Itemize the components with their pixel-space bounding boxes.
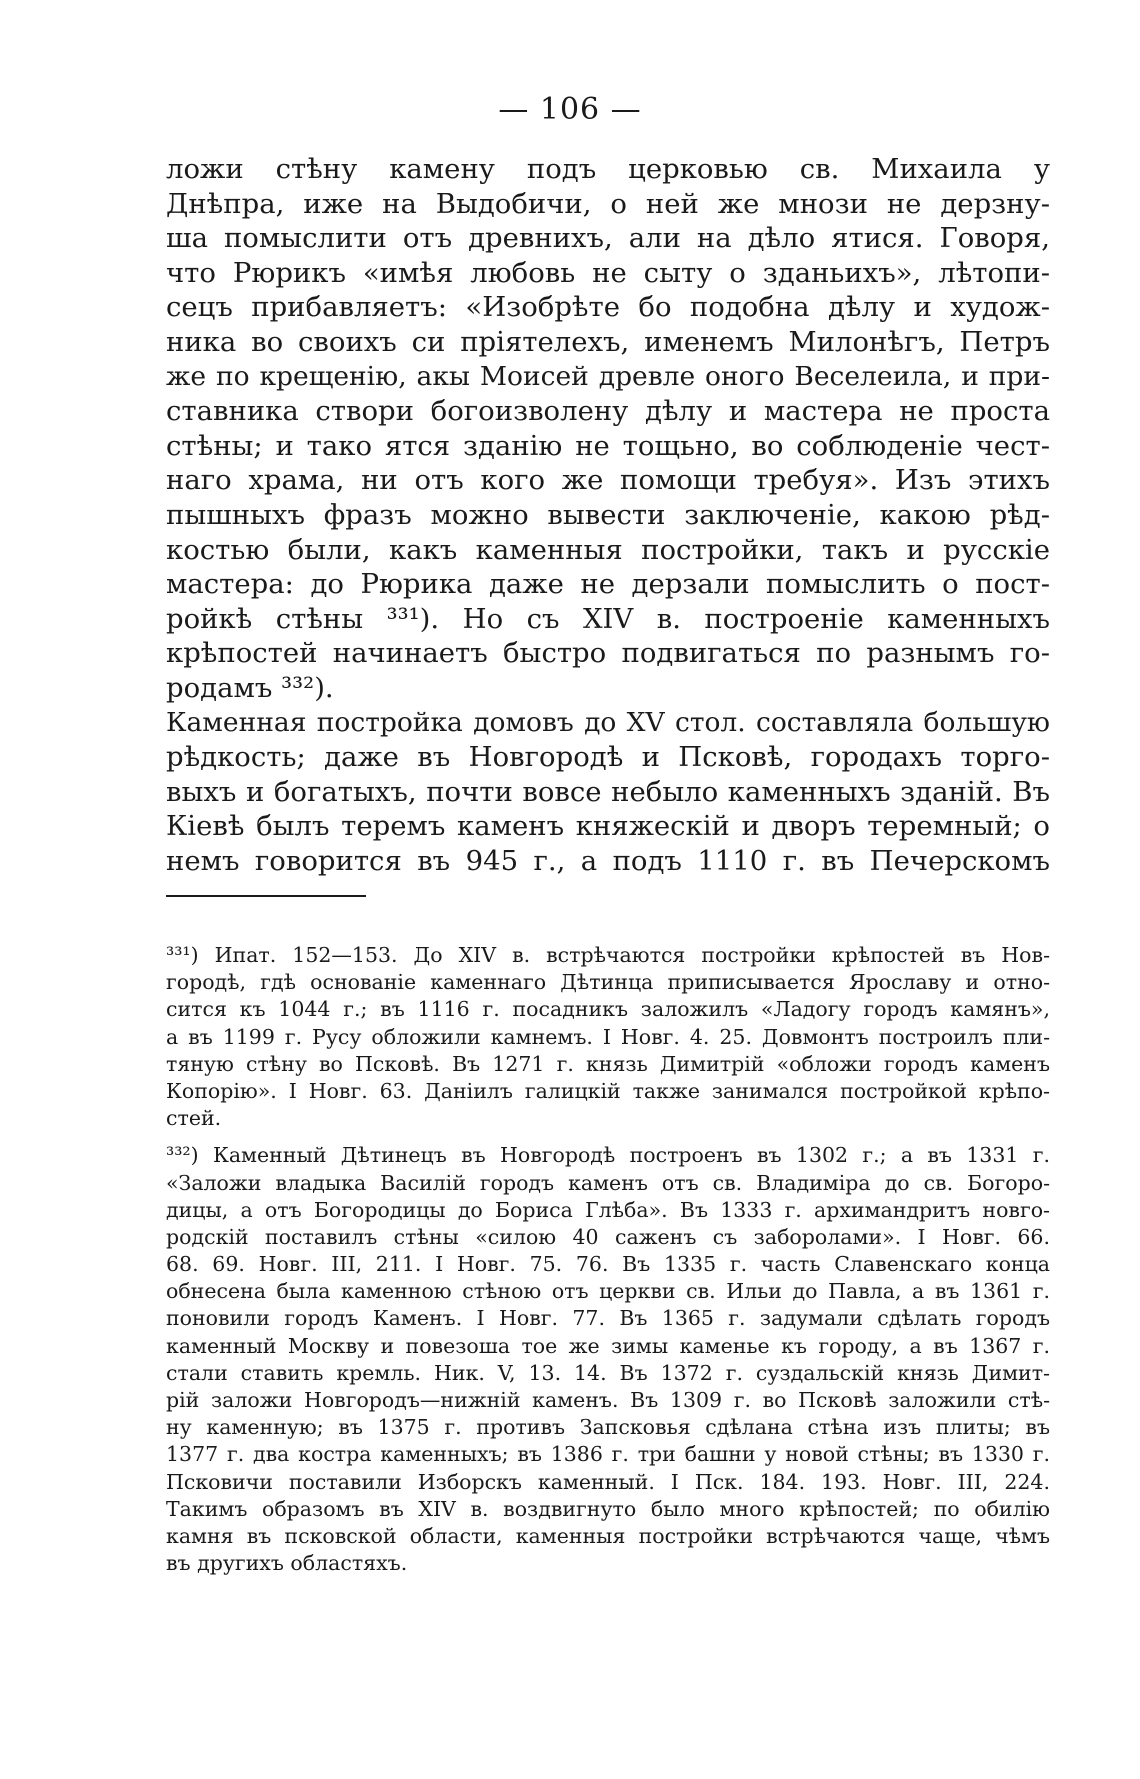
footnote-line: родскій поставилъ стѣны «силою 40 саженъ съ заборолами». I Новг. 66. — [166, 1224, 1050, 1249]
text-line: родамъ ³³²). — [166, 671, 334, 704]
text-line: рѣдкость; даже въ Новгородѣ и Псковѣ, городахъ торго- — [166, 741, 1050, 774]
footnote-line: камня въ псковской области, каменныя постройки встрѣчаются чаще, чѣмъ — [166, 1523, 1050, 1548]
footnote-line: а въ 1199 г. Русу обложили камнемъ. I Новг. 4. 25. Довмонтъ построилъ пли- — [166, 1024, 1050, 1049]
text-line: пышныхъ фразъ можно вывести заключеніе, какою рѣд- — [166, 498, 1050, 531]
footnote-line: стей. — [166, 1106, 222, 1131]
footnote-line: ну каменную; въ 1375 г. противъ Запсковья сдѣлана стѣна изъ плиты; въ — [166, 1415, 1050, 1440]
text-line: что Рюрикъ «имѣя любовь не сыту о зданьихъ», лѣтопи- — [166, 256, 1050, 289]
footnote-line: тяную стѣну во Псковѣ. Въ 1271 г. князь Димитрій «обложи городъ каменъ — [166, 1051, 1050, 1076]
text-line: стѣны; и тако ятся зданію не тощьно, во соблюденіе чест- — [166, 429, 1050, 462]
footnote-line: Псковичи поставили Изборскъ каменный. I Пск. 184. 193. Новг. III, 224. — [166, 1469, 1050, 1494]
text-line: Кіевѣ былъ теремъ каменъ княжескій и дворъ теремный; о — [166, 810, 1050, 843]
footnote-line: Такимъ образомъ въ XIV в. воздвигнуто было много крѣпостей; по обилію — [166, 1496, 1050, 1521]
text-line: немъ говорится въ 945 г., а подъ 1110 г. въ Печерскомъ — [166, 844, 1050, 877]
text-line: ройкѣ стѣны ³³¹). Но съ XIV в. построеніе каменныхъ — [166, 602, 1050, 635]
footnote-332 — [166, 1142, 1050, 1577]
text-line: же по крещенію, акы Моисей древле оного Веселеила, и при- — [166, 360, 1050, 392]
footnote-331 — [166, 942, 1050, 1132]
text-line: костью были, какъ каменныя постройки, такъ и русскіе — [166, 533, 1050, 566]
text-line: ставника створи богоизволену дѣлу и мастера не проста — [166, 395, 1050, 428]
text-line: наго храма, ни отъ кого же помощи требуя». Изъ этихъ — [166, 464, 1050, 497]
footnote-line: Копорію». I Новг. 63. Даніилъ галицкій также занимался постройкой крѣпо- — [166, 1078, 1050, 1103]
text-line: ника во своихъ си пріятелехъ, именемъ Милонѣгъ, Петръ — [166, 325, 1050, 358]
text-line: крѣпостей начинаетъ быстро подвигаться по разнымъ го- — [166, 637, 1050, 670]
footnote-line: каменный Москву и повезоша тое же зимы каменье къ городу, а въ 1367 г. — [166, 1333, 1050, 1358]
footnote-divider — [166, 895, 366, 897]
footnote-line: городѣ, гдѣ основаніе каменнаго Дѣтинца приписывается Ярославу и отно- — [166, 970, 1050, 995]
footnote-line: ³³¹) Ипат. 152—153. До XIV в. встрѣчаются постройки крѣпостей въ Нов- — [166, 943, 1050, 967]
text-line: сецъ прибавляетъ: «Изобрѣте бо подобна дѣлу и худож- — [166, 291, 1050, 324]
text-line: Днѣпра, иже на Выдобичи, о ней же мнози не дерзну- — [166, 187, 1050, 220]
text-line: ша помыслити отъ древнихъ, али на дѣло ятися. Говоря, — [166, 222, 1050, 255]
footnote-line: рій заложи Новгородъ—нижній каменъ. Въ 1309 г. во Псковѣ заложили стѣ- — [166, 1388, 1050, 1412]
footnotes — [166, 942, 1050, 1587]
main-text — [166, 152, 1050, 878]
footnote-line: сится къ 1044 г.; въ 1116 г. посадникъ заложилъ «Ладогу городъ камянъ», — [166, 997, 1050, 1022]
footnote-line: обнесена была каменною стѣною отъ церкви св. Ильи до Павла, а въ 1361 г. — [166, 1279, 1050, 1304]
page-number: — 106 — — [498, 92, 642, 127]
footnote-line: дицы, а отъ Богородицы до Бориса Глѣба». Въ 1333 г. архимандритъ новго- — [166, 1197, 1050, 1222]
text-line: Каменная постройка домовъ до XV стол. составляла большую — [166, 706, 1050, 738]
footnote-line: ³³²) Каменный Дѣтинецъ въ Новгородѣ построенъ въ 1302 г.; а въ 1331 г. — [166, 1143, 1050, 1168]
footnote-line: поновили городъ Каменъ. I Новг. 77. Въ 1365 г. задумали сдѣлать городъ — [166, 1306, 1050, 1331]
text-line: мастера: до Рюрика даже не дерзали помыслить о пост- — [166, 568, 1050, 601]
footnote-line: стали ставить кремль. Ник. V, 13. 14. Въ 1372 г. суздальскій князь Димит- — [166, 1360, 1050, 1385]
footnote-line: въ другихъ областяхъ. — [166, 1551, 408, 1576]
footnote-line: «Заложи владыка Василій городъ каменъ отъ св. Владиміра до св. Богоро- — [166, 1170, 1050, 1195]
text-line: ложи стѣну камену подъ церковью св. Михаила у — [166, 153, 1050, 185]
text-line: выхъ и богатыхъ, почти вовсе небыло каменныхъ зданій. Въ — [166, 775, 1050, 808]
footnote-line: 68. 69. Новг. III, 211. I Новг. 75. 76. Въ 1335 г. часть Славенскаго конца — [166, 1252, 1050, 1277]
footnote-line: 1377 г. два костра каменныхъ; въ 1386 г. три башни у новой стѣны; въ 1330 г. — [166, 1442, 1050, 1467]
